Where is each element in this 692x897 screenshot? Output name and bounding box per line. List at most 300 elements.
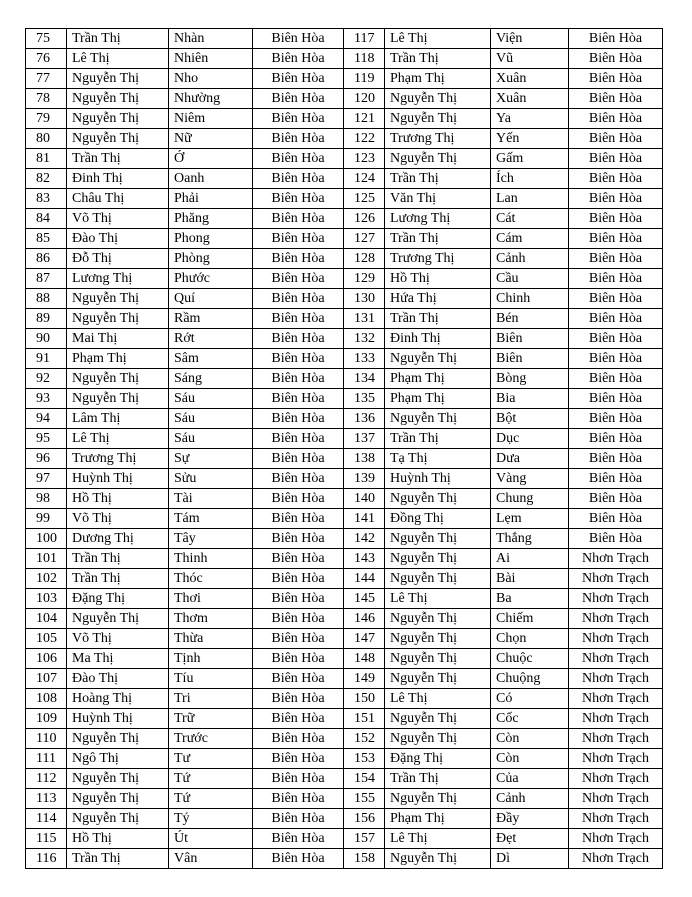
row-number-right: 122 bbox=[344, 129, 385, 149]
surname-right: Nguyễn Thị bbox=[385, 489, 491, 509]
row-number-right: 158 bbox=[344, 849, 385, 869]
row-number-right: 123 bbox=[344, 149, 385, 169]
row-number-right: 143 bbox=[344, 549, 385, 569]
area-right: Nhơn Trạch bbox=[569, 849, 663, 869]
area-left: Biên Hòa bbox=[253, 349, 344, 369]
row-number-left: 98 bbox=[26, 489, 67, 509]
area-right: Biên Hòa bbox=[569, 189, 663, 209]
given-name-right: Có bbox=[491, 689, 569, 709]
given-name-right: Biên bbox=[491, 349, 569, 369]
area-left: Biên Hòa bbox=[253, 809, 344, 829]
surname-left: Trần Thị bbox=[67, 149, 169, 169]
surname-left: Nguyễn Thị bbox=[67, 109, 169, 129]
area-right: Biên Hòa bbox=[569, 349, 663, 369]
surname-right: Lê Thị bbox=[385, 29, 491, 49]
table-row bbox=[26, 369, 663, 389]
row-number-left: 112 bbox=[26, 769, 67, 789]
area-right: Biên Hòa bbox=[569, 109, 663, 129]
surname-right: Lê Thị bbox=[385, 589, 491, 609]
given-name-left: Tịnh bbox=[169, 649, 253, 669]
area-right: Nhơn Trạch bbox=[569, 649, 663, 669]
table-body bbox=[26, 29, 663, 869]
surname-right: Phạm Thị bbox=[385, 369, 491, 389]
row-number-right: 121 bbox=[344, 109, 385, 129]
area-left: Biên Hòa bbox=[253, 369, 344, 389]
table-row bbox=[26, 129, 663, 149]
row-number-left: 103 bbox=[26, 589, 67, 609]
given-name-right: Chung bbox=[491, 489, 569, 509]
row-number-left: 78 bbox=[26, 89, 67, 109]
surname-left: Nguyễn Thị bbox=[67, 89, 169, 109]
surname-right: Đinh Thị bbox=[385, 329, 491, 349]
surname-right: Nguyễn Thị bbox=[385, 669, 491, 689]
area-right: Biên Hòa bbox=[569, 129, 663, 149]
given-name-left: Phòng bbox=[169, 249, 253, 269]
row-number-right: 145 bbox=[344, 589, 385, 609]
surname-right: Trương Thị bbox=[385, 129, 491, 149]
table-row bbox=[26, 749, 663, 769]
given-name-right: Còn bbox=[491, 729, 569, 749]
surname-right: Tạ Thị bbox=[385, 449, 491, 469]
given-name-right: Chọn bbox=[491, 629, 569, 649]
row-number-left: 104 bbox=[26, 609, 67, 629]
given-name-right: Cảnh bbox=[491, 789, 569, 809]
row-number-right: 153 bbox=[344, 749, 385, 769]
surname-right: Phạm Thị bbox=[385, 69, 491, 89]
row-number-right: 133 bbox=[344, 349, 385, 369]
area-right: Biên Hòa bbox=[569, 469, 663, 489]
row-number-right: 149 bbox=[344, 669, 385, 689]
given-name-right: Lẹm bbox=[491, 509, 569, 529]
given-name-right: Xuân bbox=[491, 69, 569, 89]
area-left: Biên Hòa bbox=[253, 529, 344, 549]
surname-left: Võ Thị bbox=[67, 629, 169, 649]
given-name-left: Tám bbox=[169, 509, 253, 529]
row-number-right: 124 bbox=[344, 169, 385, 189]
table-row bbox=[26, 829, 663, 849]
area-right: Nhơn Trạch bbox=[569, 629, 663, 649]
table-row bbox=[26, 689, 663, 709]
area-left: Biên Hòa bbox=[253, 589, 344, 609]
surname-right: Nguyễn Thị bbox=[385, 529, 491, 549]
row-number-right: 152 bbox=[344, 729, 385, 749]
surname-right: Đồng Thị bbox=[385, 509, 491, 529]
given-name-right: Dưa bbox=[491, 449, 569, 469]
given-name-right: Cảnh bbox=[491, 249, 569, 269]
surname-left: Trần Thị bbox=[67, 849, 169, 869]
given-name-right: Bia bbox=[491, 389, 569, 409]
given-name-left: Nhàn bbox=[169, 29, 253, 49]
row-number-left: 81 bbox=[26, 149, 67, 169]
surname-left: Đào Thị bbox=[67, 669, 169, 689]
area-right: Nhơn Trạch bbox=[569, 569, 663, 589]
row-number-left: 109 bbox=[26, 709, 67, 729]
area-left: Biên Hòa bbox=[253, 189, 344, 209]
surname-left: Ma Thị bbox=[67, 649, 169, 669]
area-right: Biên Hòa bbox=[569, 229, 663, 249]
area-right: Biên Hòa bbox=[569, 449, 663, 469]
surname-left: Võ Thị bbox=[67, 509, 169, 529]
row-number-right: 136 bbox=[344, 409, 385, 429]
row-number-left: 113 bbox=[26, 789, 67, 809]
given-name-left: Nữ bbox=[169, 129, 253, 149]
surname-left: Nguyễn Thị bbox=[67, 789, 169, 809]
given-name-right: Ba bbox=[491, 589, 569, 609]
table-row bbox=[26, 269, 663, 289]
area-left: Biên Hòa bbox=[253, 329, 344, 349]
row-number-right: 137 bbox=[344, 429, 385, 449]
given-name-right: Vàng bbox=[491, 469, 569, 489]
surname-right: Nguyễn Thị bbox=[385, 549, 491, 569]
given-name-right: Vũ bbox=[491, 49, 569, 69]
row-number-right: 151 bbox=[344, 709, 385, 729]
surname-right: Trần Thị bbox=[385, 169, 491, 189]
given-name-left: Phong bbox=[169, 229, 253, 249]
given-name-left: Phăng bbox=[169, 209, 253, 229]
table-row bbox=[26, 289, 663, 309]
surname-right: Nguyễn Thị bbox=[385, 729, 491, 749]
area-left: Biên Hòa bbox=[253, 549, 344, 569]
row-number-right: 130 bbox=[344, 289, 385, 309]
row-number-right: 140 bbox=[344, 489, 385, 509]
row-number-right: 142 bbox=[344, 529, 385, 549]
table-row bbox=[26, 69, 663, 89]
table-row bbox=[26, 649, 663, 669]
row-number-left: 93 bbox=[26, 389, 67, 409]
row-number-left: 101 bbox=[26, 549, 67, 569]
surname-left: Đặng Thị bbox=[67, 589, 169, 609]
given-name-left: Tri bbox=[169, 689, 253, 709]
table-row bbox=[26, 669, 663, 689]
area-right: Biên Hòa bbox=[569, 269, 663, 289]
surname-right: Lê Thị bbox=[385, 689, 491, 709]
surname-right: Hứa Thị bbox=[385, 289, 491, 309]
row-number-left: 107 bbox=[26, 669, 67, 689]
given-name-right: Chinh bbox=[491, 289, 569, 309]
given-name-right: Gấm bbox=[491, 149, 569, 169]
given-name-left: Tý bbox=[169, 809, 253, 829]
given-name-right: Đẹt bbox=[491, 829, 569, 849]
surname-right: Trần Thị bbox=[385, 49, 491, 69]
row-number-right: 144 bbox=[344, 569, 385, 589]
given-name-left: Sửu bbox=[169, 469, 253, 489]
surname-right: Nguyễn Thị bbox=[385, 569, 491, 589]
given-name-left: Tíu bbox=[169, 669, 253, 689]
area-left: Biên Hòa bbox=[253, 389, 344, 409]
area-right: Nhơn Trạch bbox=[569, 789, 663, 809]
area-left: Biên Hòa bbox=[253, 69, 344, 89]
surname-right: Đặng Thị bbox=[385, 749, 491, 769]
surname-left: Ngô Thị bbox=[67, 749, 169, 769]
given-name-left: Sáu bbox=[169, 409, 253, 429]
given-name-right: Thắng bbox=[491, 529, 569, 549]
row-number-left: 77 bbox=[26, 69, 67, 89]
given-name-right: Cốc bbox=[491, 709, 569, 729]
area-right: Nhơn Trạch bbox=[569, 689, 663, 709]
area-right: Biên Hòa bbox=[569, 69, 663, 89]
area-right: Biên Hòa bbox=[569, 489, 663, 509]
table-row bbox=[26, 809, 663, 829]
surname-left: Đỗ Thị bbox=[67, 249, 169, 269]
table-row bbox=[26, 549, 663, 569]
given-name-left: Sự bbox=[169, 449, 253, 469]
row-number-right: 117 bbox=[344, 29, 385, 49]
given-name-left: Quí bbox=[169, 289, 253, 309]
row-number-right: 118 bbox=[344, 49, 385, 69]
area-left: Biên Hòa bbox=[253, 729, 344, 749]
surname-left: Trần Thị bbox=[67, 569, 169, 589]
document-page bbox=[25, 28, 662, 869]
area-right: Biên Hòa bbox=[569, 389, 663, 409]
area-left: Biên Hòa bbox=[253, 769, 344, 789]
given-name-left: Sáu bbox=[169, 429, 253, 449]
surname-left: Nguyễn Thị bbox=[67, 609, 169, 629]
surname-right: Nguyễn Thị bbox=[385, 789, 491, 809]
row-number-left: 108 bbox=[26, 689, 67, 709]
surname-left: Nguyễn Thị bbox=[67, 769, 169, 789]
row-number-left: 83 bbox=[26, 189, 67, 209]
given-name-right: Chuộng bbox=[491, 669, 569, 689]
table-row bbox=[26, 849, 663, 869]
table-row bbox=[26, 429, 663, 449]
row-number-right: 127 bbox=[344, 229, 385, 249]
given-name-left: Thừa bbox=[169, 629, 253, 649]
row-number-left: 96 bbox=[26, 449, 67, 469]
row-number-left: 111 bbox=[26, 749, 67, 769]
given-name-left: Sâm bbox=[169, 349, 253, 369]
area-right: Biên Hòa bbox=[569, 209, 663, 229]
given-name-left: Nhiên bbox=[169, 49, 253, 69]
given-name-left: Rầm bbox=[169, 309, 253, 329]
area-left: Biên Hòa bbox=[253, 669, 344, 689]
surname-right: Phạm Thị bbox=[385, 389, 491, 409]
area-left: Biên Hòa bbox=[253, 789, 344, 809]
given-name-left: Rớt bbox=[169, 329, 253, 349]
given-name-left: Thơm bbox=[169, 609, 253, 629]
surname-left: Hồ Thị bbox=[67, 829, 169, 849]
given-name-left: Vân bbox=[169, 849, 253, 869]
surname-right: Lương Thị bbox=[385, 209, 491, 229]
row-number-right: 147 bbox=[344, 629, 385, 649]
table-row bbox=[26, 109, 663, 129]
area-right: Biên Hòa bbox=[569, 509, 663, 529]
given-name-right: Ích bbox=[491, 169, 569, 189]
surname-right: Nguyễn Thị bbox=[385, 629, 491, 649]
surname-right: Trần Thị bbox=[385, 769, 491, 789]
surname-left: Võ Thị bbox=[67, 209, 169, 229]
table-row bbox=[26, 49, 663, 69]
table-row bbox=[26, 469, 663, 489]
given-name-left: Sáng bbox=[169, 369, 253, 389]
surname-right: Nguyễn Thị bbox=[385, 149, 491, 169]
given-name-left: Thóc bbox=[169, 569, 253, 589]
area-right: Biên Hòa bbox=[569, 309, 663, 329]
row-number-left: 89 bbox=[26, 309, 67, 329]
name-list-table bbox=[25, 28, 663, 869]
given-name-right: Của bbox=[491, 769, 569, 789]
surname-right: Huỳnh Thị bbox=[385, 469, 491, 489]
row-number-left: 82 bbox=[26, 169, 67, 189]
area-right: Nhơn Trạch bbox=[569, 669, 663, 689]
surname-right: Nguyễn Thị bbox=[385, 609, 491, 629]
table-row bbox=[26, 509, 663, 529]
table-row bbox=[26, 89, 663, 109]
surname-left: Nguyễn Thị bbox=[67, 129, 169, 149]
surname-left: Nguyễn Thị bbox=[67, 369, 169, 389]
given-name-left: Phước bbox=[169, 269, 253, 289]
given-name-right: Cám bbox=[491, 229, 569, 249]
surname-left: Châu Thị bbox=[67, 189, 169, 209]
row-number-left: 100 bbox=[26, 529, 67, 549]
row-number-left: 90 bbox=[26, 329, 67, 349]
row-number-left: 94 bbox=[26, 409, 67, 429]
table-row bbox=[26, 169, 663, 189]
row-number-left: 86 bbox=[26, 249, 67, 269]
surname-left: Nguyễn Thị bbox=[67, 389, 169, 409]
area-left: Biên Hòa bbox=[253, 509, 344, 529]
surname-right: Nguyễn Thị bbox=[385, 649, 491, 669]
row-number-left: 110 bbox=[26, 729, 67, 749]
row-number-left: 79 bbox=[26, 109, 67, 129]
row-number-left: 92 bbox=[26, 369, 67, 389]
area-left: Biên Hòa bbox=[253, 469, 344, 489]
area-right: Biên Hòa bbox=[569, 529, 663, 549]
area-left: Biên Hòa bbox=[253, 429, 344, 449]
surname-right: Phạm Thị bbox=[385, 809, 491, 829]
area-left: Biên Hòa bbox=[253, 749, 344, 769]
given-name-left: Oanh bbox=[169, 169, 253, 189]
surname-left: Nguyễn Thị bbox=[67, 69, 169, 89]
surname-left: Lương Thị bbox=[67, 269, 169, 289]
surname-left: Trần Thị bbox=[67, 549, 169, 569]
row-number-right: 155 bbox=[344, 789, 385, 809]
area-left: Biên Hòa bbox=[253, 169, 344, 189]
area-left: Biên Hòa bbox=[253, 229, 344, 249]
surname-right: Nguyễn Thị bbox=[385, 109, 491, 129]
area-left: Biên Hòa bbox=[253, 309, 344, 329]
given-name-right: Bén bbox=[491, 309, 569, 329]
table-row bbox=[26, 529, 663, 549]
area-left: Biên Hòa bbox=[253, 649, 344, 669]
row-number-right: 134 bbox=[344, 369, 385, 389]
table-row bbox=[26, 729, 663, 749]
area-right: Biên Hòa bbox=[569, 429, 663, 449]
surname-left: Trần Thị bbox=[67, 29, 169, 49]
table-row bbox=[26, 409, 663, 429]
row-number-left: 84 bbox=[26, 209, 67, 229]
row-number-right: 126 bbox=[344, 209, 385, 229]
area-left: Biên Hòa bbox=[253, 829, 344, 849]
row-number-right: 156 bbox=[344, 809, 385, 829]
table-row bbox=[26, 329, 663, 349]
given-name-left: Sáu bbox=[169, 389, 253, 409]
row-number-left: 87 bbox=[26, 269, 67, 289]
given-name-right: Dì bbox=[491, 849, 569, 869]
table-row bbox=[26, 569, 663, 589]
given-name-right: Biên bbox=[491, 329, 569, 349]
row-number-right: 139 bbox=[344, 469, 385, 489]
row-number-right: 157 bbox=[344, 829, 385, 849]
row-number-left: 85 bbox=[26, 229, 67, 249]
area-right: Nhơn Trạch bbox=[569, 829, 663, 849]
area-left: Biên Hòa bbox=[253, 609, 344, 629]
surname-right: Nguyễn Thị bbox=[385, 409, 491, 429]
area-left: Biên Hòa bbox=[253, 629, 344, 649]
area-right: Nhơn Trạch bbox=[569, 729, 663, 749]
row-number-right: 120 bbox=[344, 89, 385, 109]
area-left: Biên Hòa bbox=[253, 149, 344, 169]
table-row bbox=[26, 789, 663, 809]
row-number-right: 154 bbox=[344, 769, 385, 789]
area-left: Biên Hòa bbox=[253, 489, 344, 509]
given-name-right: Chiếm bbox=[491, 609, 569, 629]
row-number-left: 91 bbox=[26, 349, 67, 369]
area-right: Nhơn Trạch bbox=[569, 709, 663, 729]
area-left: Biên Hòa bbox=[253, 29, 344, 49]
given-name-right: Bài bbox=[491, 569, 569, 589]
area-left: Biên Hòa bbox=[253, 689, 344, 709]
surname-right: Trần Thị bbox=[385, 429, 491, 449]
surname-left: Nguyễn Thị bbox=[67, 729, 169, 749]
given-name-left: Niêm bbox=[169, 109, 253, 129]
area-left: Biên Hòa bbox=[253, 129, 344, 149]
row-number-right: 135 bbox=[344, 389, 385, 409]
surname-left: Nguyễn Thị bbox=[67, 309, 169, 329]
row-number-left: 116 bbox=[26, 849, 67, 869]
given-name-left: Phải bbox=[169, 189, 253, 209]
row-number-right: 125 bbox=[344, 189, 385, 209]
area-right: Biên Hòa bbox=[569, 29, 663, 49]
table-row bbox=[26, 629, 663, 649]
area-left: Biên Hòa bbox=[253, 89, 344, 109]
table-row bbox=[26, 29, 663, 49]
surname-right: Hồ Thị bbox=[385, 269, 491, 289]
area-right: Biên Hòa bbox=[569, 289, 663, 309]
surname-left: Lâm Thị bbox=[67, 409, 169, 429]
given-name-right: Ya bbox=[491, 109, 569, 129]
given-name-right: Yến bbox=[491, 129, 569, 149]
given-name-right: Dục bbox=[491, 429, 569, 449]
row-number-left: 95 bbox=[26, 429, 67, 449]
table-row bbox=[26, 389, 663, 409]
surname-left: Huỳnh Thị bbox=[67, 709, 169, 729]
area-left: Biên Hòa bbox=[253, 289, 344, 309]
row-number-right: 141 bbox=[344, 509, 385, 529]
given-name-right: Bòng bbox=[491, 369, 569, 389]
area-right: Nhơn Trạch bbox=[569, 749, 663, 769]
given-name-right: Lan bbox=[491, 189, 569, 209]
row-number-right: 132 bbox=[344, 329, 385, 349]
row-number-right: 119 bbox=[344, 69, 385, 89]
area-left: Biên Hòa bbox=[253, 249, 344, 269]
surname-right: Văn Thị bbox=[385, 189, 491, 209]
table-row bbox=[26, 709, 663, 729]
area-left: Biên Hòa bbox=[253, 569, 344, 589]
row-number-left: 115 bbox=[26, 829, 67, 849]
area-right: Nhơn Trạch bbox=[569, 589, 663, 609]
row-number-left: 106 bbox=[26, 649, 67, 669]
area-right: Biên Hòa bbox=[569, 369, 663, 389]
area-right: Biên Hòa bbox=[569, 409, 663, 429]
given-name-left: Trước bbox=[169, 729, 253, 749]
given-name-right: Còn bbox=[491, 749, 569, 769]
area-left: Biên Hòa bbox=[253, 409, 344, 429]
row-number-left: 99 bbox=[26, 509, 67, 529]
surname-left: Trương Thị bbox=[67, 449, 169, 469]
area-right: Nhơn Trạch bbox=[569, 549, 663, 569]
surname-left: Mai Thị bbox=[67, 329, 169, 349]
area-right: Nhơn Trạch bbox=[569, 609, 663, 629]
